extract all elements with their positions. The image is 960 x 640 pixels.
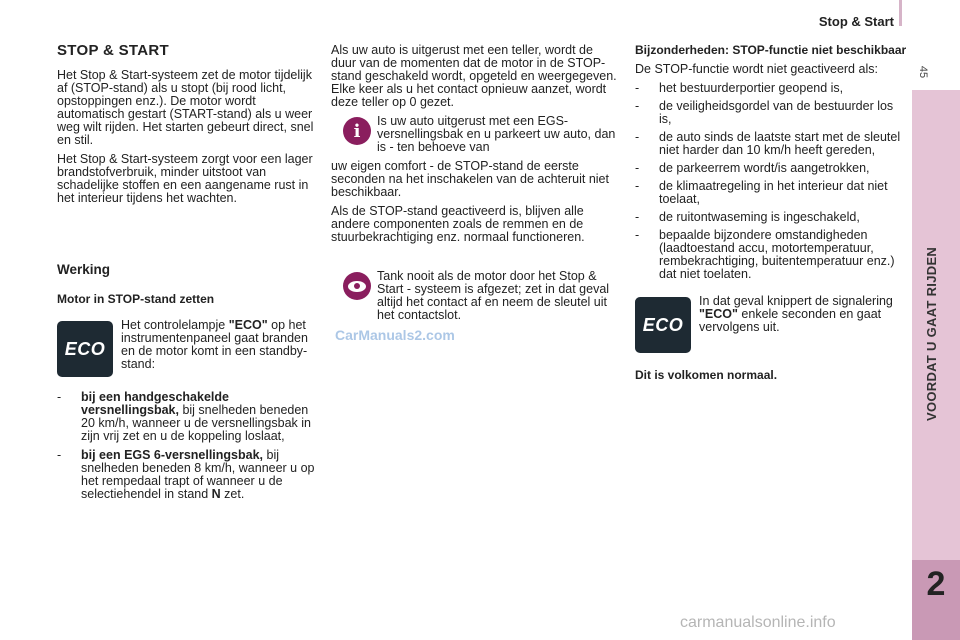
counter-paragraph: Als uw auto is uitgerust met een teller, wordt de duur van de momenten dat de motor in de STOP-stand geschakeld wordt, opgeteld en weergegeven. Elke keer als u het contact opnieuw aanzet, wordt deze teller op 0 gezet. (331, 43, 617, 109)
egs-gearbox-bold: bij een EGS 6-versnellingsbak, (81, 448, 264, 462)
watermark-bottom: carmanualsonline.info (680, 614, 836, 631)
eco-icon-label: ECO (64, 338, 106, 359)
intro-paragraph-2: Het Stop & Start-systeem zorgt voor een lager brandstofverbruik, minder uitstoot van schadelijke stoffen en een aangename rust in het interieur tijdens het wachten. (57, 152, 313, 205)
list-item: - de klimaatregeling in het interieur dat niet toelaat, (635, 180, 907, 206)
header-rule (899, 0, 902, 26)
warning-notice-text: Tank nooit als de motor door het Stop & Start - systeem is afgezet; zet in dat geval altijd het contact af en neem de sleutel uit het contactslot. (377, 269, 610, 322)
list-item: - het bestuurderportier geopend is, (635, 82, 907, 95)
eco-blink-post: enkele seconden en gaat vervolgens uit. (699, 307, 882, 334)
list-item: - de veiligheidsgordel van de bestuurder los is, (635, 100, 907, 126)
eco-blink-pre: In dat geval knippert de signalering (699, 294, 893, 308)
eco-text-pre: Het controlelampje (121, 318, 229, 332)
eco-blink-bold: "ECO" (699, 307, 738, 321)
list-item: - de parkeerrem wordt/is aangetrokken, (635, 162, 907, 175)
egs-gearbox-end: zet. (220, 487, 245, 501)
eco-warning-light-icon (635, 297, 691, 353)
page-header-title: Stop & Start (818, 14, 894, 29)
werking-title: Werking (57, 262, 111, 277)
chapter-title: VOORDAT U GAAT RIJDEN (924, 246, 939, 421)
manual-gearbox-text: bij snelheden beneden 20 km/h, wanneer u de versnellingsbak in zijn vrij zet en u de koppeling loslaat, (81, 403, 311, 443)
list-item-manual-gearbox (57, 391, 325, 443)
info-icon: i (343, 117, 371, 145)
stop-active-paragraph: Als de STOP-stand geactiveerd is, blijven alle andere componenten zoals de remmen en de stuurbekrachtiging enz. normaal functioneren. (331, 204, 585, 244)
eco-blink-block (635, 295, 907, 353)
warning-notice (331, 270, 619, 322)
egs-gearbox-text: bij snelheden beneden 8 km/h, wanneer u op het rempedaal trapt of wanneer u de selectiehendel in stand (81, 448, 315, 501)
special-cases-intro: De STOP-functie wordt niet geactiveerd als: (635, 62, 878, 76)
egs-gearbox-n: N (211, 487, 221, 501)
normal-statement: Dit is volkomen normaal. (635, 368, 778, 382)
info-notice (331, 115, 619, 154)
watermark-small: CarManuals2.com (335, 327, 455, 343)
eco-icon-label: ECO (642, 314, 684, 335)
info-notice-text: Is uw auto uitgerust met een EGS-versnellingsbak en u parkeert uw auto, dan is - ten behoeve van (377, 114, 616, 154)
manual-gearbox-bold: bij een handgeschakelde versnellingsbak, (81, 390, 229, 417)
info-notice-continuation: uw eigen comfort - de STOP-stand de eerste seconden na het inschakelen van de achteruit niet beschikbaar. (331, 159, 609, 199)
eco-warning-light-icon (57, 321, 113, 377)
eco-text-bold: "ECO" (228, 318, 268, 332)
column-right (635, 44, 907, 382)
eye-warning-icon (343, 272, 371, 300)
column-middle (331, 44, 619, 328)
eco-blink-description (699, 295, 907, 334)
list-item: - de auto sinds de laatste start met de sleutel niet harder dan 10 km/h heeft gereden, (635, 131, 907, 157)
stop-mode-subtitle: Motor in STOP-stand zetten (57, 292, 215, 306)
column-left (57, 40, 325, 507)
list-item-egs-gearbox (57, 449, 325, 501)
eco-indicator-block (57, 319, 325, 377)
list-item: - bepaalde bijzondere omstandigheden (laadtoestand accu, motortemperatuur, rembekrachtiging, buitentemperatuur enz.) dat niet toelaten. (635, 229, 907, 281)
intro-paragraph-1: Het Stop & Start-systeem zet de motor tijdelijk af (STOP-stand) als u stopt (bij rood licht, opstoppingen enz.). De motor wordt automatisch gestart (START-stand) als u weer weg wilt rijden. Het starten gebeurt direct, snel en stil. (57, 68, 314, 147)
special-cases-title: Bijzonderheden: STOP-functie niet beschikbaar (635, 43, 907, 57)
eco-description (121, 319, 325, 371)
chapter-number: 2 (926, 565, 946, 603)
list-item: - de ruitontwaseming is ingeschakeld, (635, 211, 907, 224)
section-main-title: STOP & START (57, 42, 169, 59)
page-number: 45 (917, 65, 930, 79)
eco-text-post: op het instrumentenpaneel gaat branden en de motor komt in een standby-stand: (121, 318, 308, 371)
